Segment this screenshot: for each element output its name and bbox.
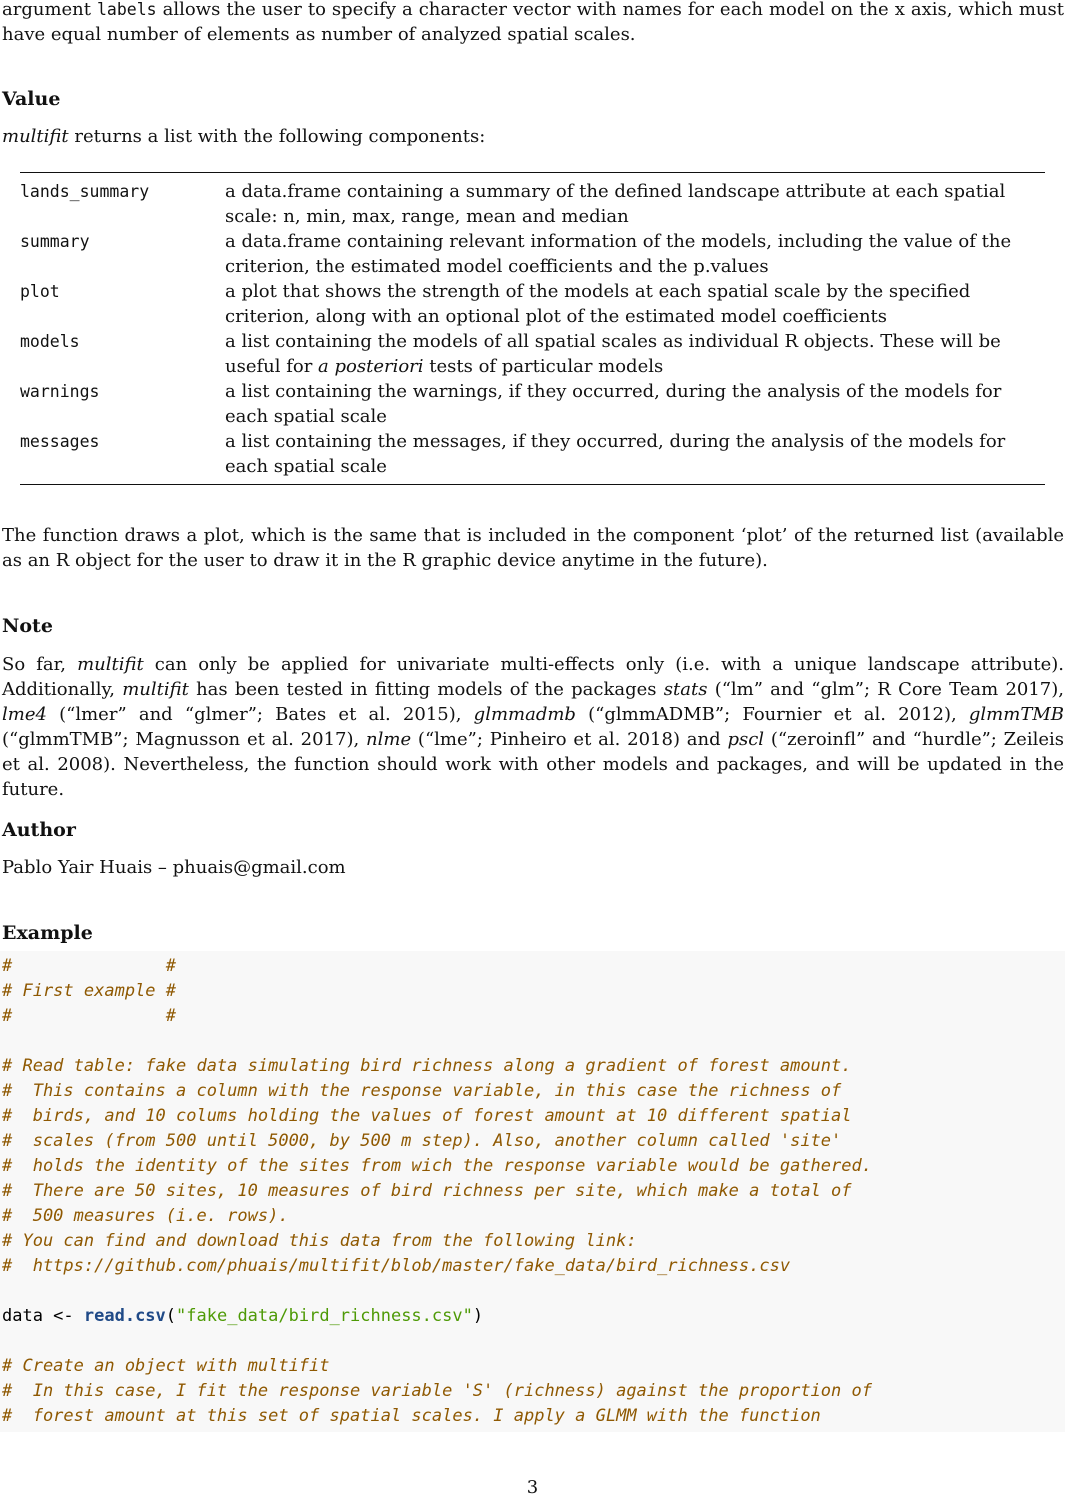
code-comment: # First example #	[2, 981, 176, 1001]
component-description: a plot that shows the strength of the models at each spatial scale by the specified criterion, along with an optional plot of the estimated model coefficients	[225, 281, 971, 327]
value-intro: multifit returns a list with the following components:	[2, 126, 486, 147]
component-name: models	[20, 332, 80, 351]
component-name: warnings	[20, 382, 100, 401]
table-row	[20, 279, 1045, 329]
component-name: lands_summary	[20, 182, 150, 201]
code-comment: # This contains a column with the response variable, in this case the richness of	[2, 1081, 842, 1101]
author-heading: Author	[2, 819, 76, 841]
function-name: read.csv	[83, 1306, 166, 1326]
component-description: a data.frame containing a summary of the defined landscape attribute at each spatial scale: n, min, max, range, mean and median	[225, 181, 1006, 227]
code-comment: # In this case, I fit the response variable 'S' (richness) against the proportion of	[2, 1381, 872, 1401]
table-row	[20, 379, 1045, 429]
code-comment	[2, 1279, 1065, 1304]
string-literal: "fake_data/bird_richness.csv"	[176, 1306, 473, 1326]
example-heading: Example	[2, 922, 93, 944]
code-comment: # birds, and 10 colums holding the values of forest amount at 10 different spatial	[2, 1106, 852, 1126]
table-row	[20, 429, 1045, 479]
component-name: summary	[20, 232, 90, 251]
code-comment	[2, 1329, 1065, 1354]
table-row	[20, 179, 1045, 229]
note-heading: Note	[2, 615, 53, 637]
code-comment: # Read table: fake data simulating bird richness along a gradient of forest amount.	[2, 1056, 852, 1076]
component-name: plot	[20, 282, 60, 301]
code-comment: # https://github.com/phuais/multifit/blob/master/fake_data/bird_richness.csv	[2, 1256, 791, 1276]
value-table	[20, 172, 1045, 485]
plot-paragraph: The function draws a plot, which is the same that is included in the component ‘plot’ of the returned list (available as an R object for the user to draw it in the R graphic device anytime in the future).	[2, 525, 1064, 571]
code-comment: # Create an object with multifit	[2, 1356, 330, 1376]
code-comment: # #	[2, 1006, 176, 1026]
component-description: a data.frame containing relevant information of the models, including the value of the criterion, the estimated model coefficients and the p.values	[225, 231, 1012, 277]
value-heading: Value	[2, 88, 61, 110]
page-number: 3	[526, 1477, 539, 1498]
component-description: a list containing the messages, if they occurred, during the analysis of the models for each spatial scale	[225, 431, 1006, 477]
component-description: a list containing the warnings, if they occurred, during the analysis of the models for each spatial scale	[225, 381, 1002, 427]
code-comment: # There are 50 sites, 10 measures of bird richness per site, which make a total of	[2, 1181, 852, 1201]
author-text: Pablo Yair Huais – phuais@gmail.com	[2, 857, 346, 878]
code-comment: # #	[2, 956, 176, 976]
intro-paragraph: argument labels allows the user to specify a character vector with names for each model on the x axis, which must have equal number of elements as number of analyzed spatial scales.	[2, 0, 1064, 45]
code-line: data <- read.csv("fake_data/bird_richness.csv")	[2, 1306, 484, 1326]
code-block	[0, 951, 1065, 1432]
code-comment: # scales (from 500 until 5000, by 500 m step). Also, another column called 'site'	[2, 1131, 842, 1151]
note-paragraph: So far, multifit can only be applied for univariate multi-effects only (i.e. with a unique landscape attribute). Additionally, multifit has been tested in fitting models of the packages stats (“lm” and “glm”; R Core Team 2017), lme4 (“lmer” and “glmer”; Bates et al. 2015), glmmadmb (“glmmADMB”; Fournier et al. 2012), glmmTMB (“glmmTMB”; Magnusson et al. 2017), nlme (“lme”; Pinheiro et al. 2018) and pscl (“zeroinfl” and “hurdle”; Zeileis et al. 2008). Nevertheless, the function should work with other models and packages, and will be updated in the future.	[2, 654, 1065, 800]
table-row	[20, 329, 1045, 379]
inline-code: labels	[97, 0, 157, 19]
code-comment	[2, 1029, 1065, 1054]
code-comment: # You can find and download this data from the following link:	[2, 1231, 637, 1251]
code-comment: # holds the identity of the sites from wich the response variable would be gathered.	[2, 1156, 872, 1176]
table-row	[20, 229, 1045, 279]
code-comment: # 500 measures (i.e. rows).	[2, 1206, 289, 1226]
code-comment: # forest amount at this set of spatial scales. I apply a GLMM with the function	[2, 1406, 821, 1426]
component-description: a list containing the models of all spatial scales as individual R objects. These will be useful for a posteriori tests of particular models	[225, 331, 1001, 377]
component-name: messages	[20, 432, 100, 451]
